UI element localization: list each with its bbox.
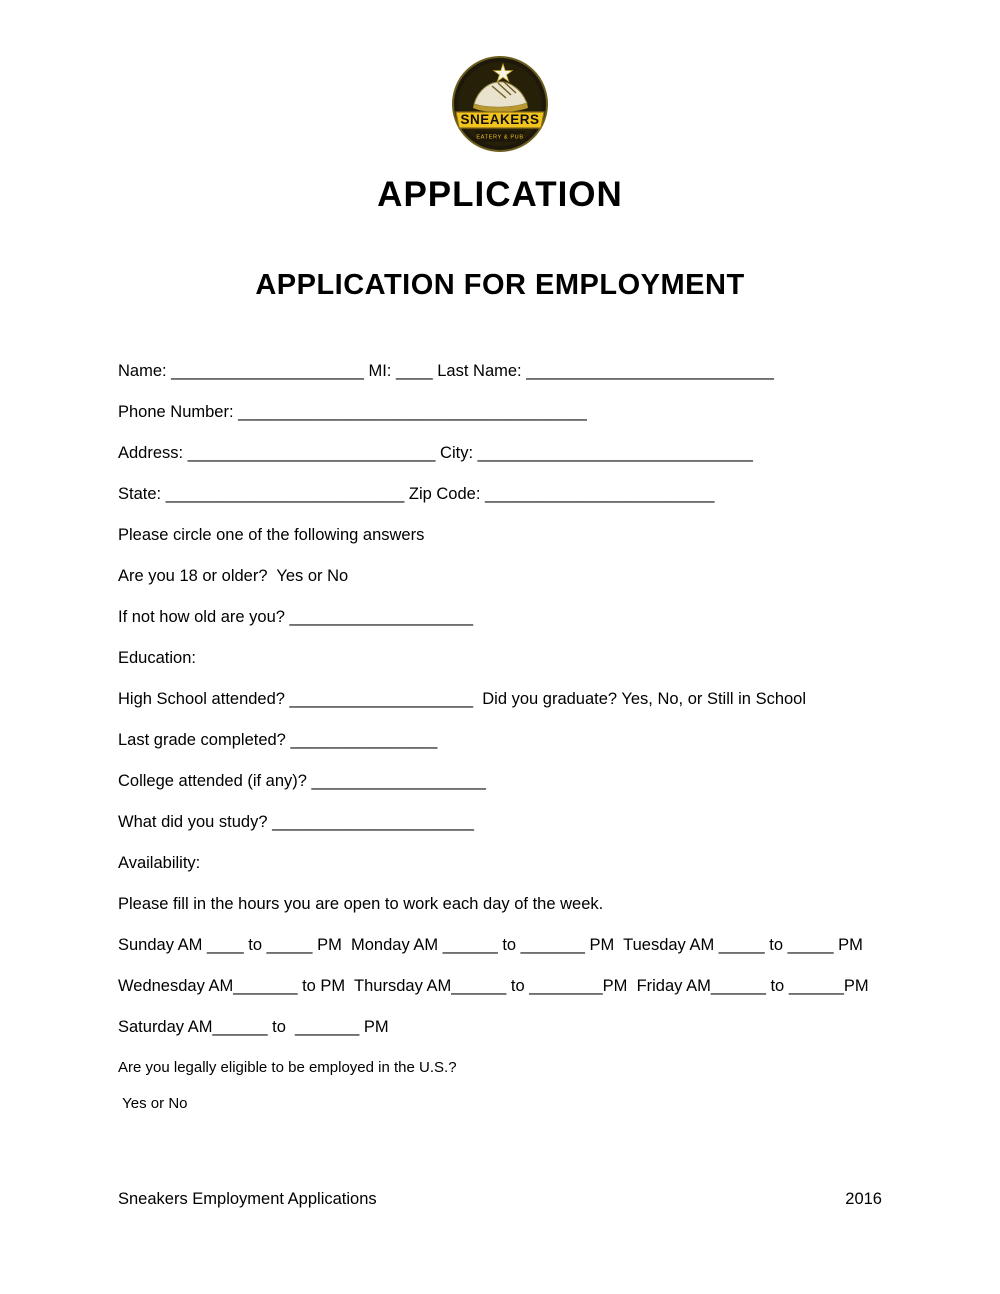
form-title: APPLICATION FOR EMPLOYMENT — [255, 269, 745, 301]
logo-container — [0, 0, 1000, 163]
logo-subtitle-band — [475, 131, 525, 142]
high-school-line: High School attended? ____________________ Did you graduate? Yes, No, or Still in School — [118, 690, 807, 708]
availability-heading: Availability: — [118, 854, 201, 872]
hours-instruction: Please fill in the hours you are open to work each day of the week. — [118, 895, 604, 913]
circle-instruction: Please circle one of the following answers — [118, 526, 425, 544]
eligibility-answer: Yes or No — [118, 1095, 188, 1112]
page-footer — [118, 1190, 882, 1209]
sneakers-logo — [448, 54, 552, 158]
logo-subtitle-text: EATERY & PUB — [476, 134, 524, 141]
footer-document-title: Sneakers Employment Applications — [118, 1190, 377, 1208]
name-line: Name: _____________________ MI: ____ Last Name: ___________________________ — [118, 362, 774, 380]
last-grade-line: Last grade completed? ________________ — [118, 731, 438, 749]
page-title: APPLICATION — [377, 175, 623, 214]
logo-banner — [456, 112, 544, 128]
wed-thu-fri-line: Wednesday AM_______ to PM Thursday AM______ to ________PM Friday AM______ to ______PM — [118, 977, 869, 995]
eligibility-question: Are you legally eligible to be employed in the U.S.? — [118, 1059, 457, 1076]
college-line: College attended (if any)? ___________________ — [118, 772, 486, 790]
saturday-line: Saturday AM______ to _______ PM — [118, 1018, 389, 1036]
address-city-line: Address: ___________________________ City: ______________________________ — [118, 444, 753, 462]
state-zip-line: State: __________________________ Zip Code: _________________________ — [118, 485, 715, 503]
age-if-not-line: If not how old are you? ____________________ — [118, 608, 474, 626]
age-question-line: Are you 18 or older? Yes or No — [118, 567, 349, 585]
sun-mon-tue-line: Sunday AM ____ to _____ PM Monday AM ______ to _______ PM Tuesday AM _____ to _____ PM — [118, 936, 863, 954]
application-form — [0, 302, 1000, 1113]
phone-number-line: Phone Number: ______________________________________ — [118, 403, 587, 421]
footer-year: 2016 — [845, 1190, 882, 1208]
logo-name-text: SNEAKERS — [460, 112, 540, 127]
study-line: What did you study? ______________________ — [118, 813, 474, 831]
education-heading: Education: — [118, 649, 196, 667]
